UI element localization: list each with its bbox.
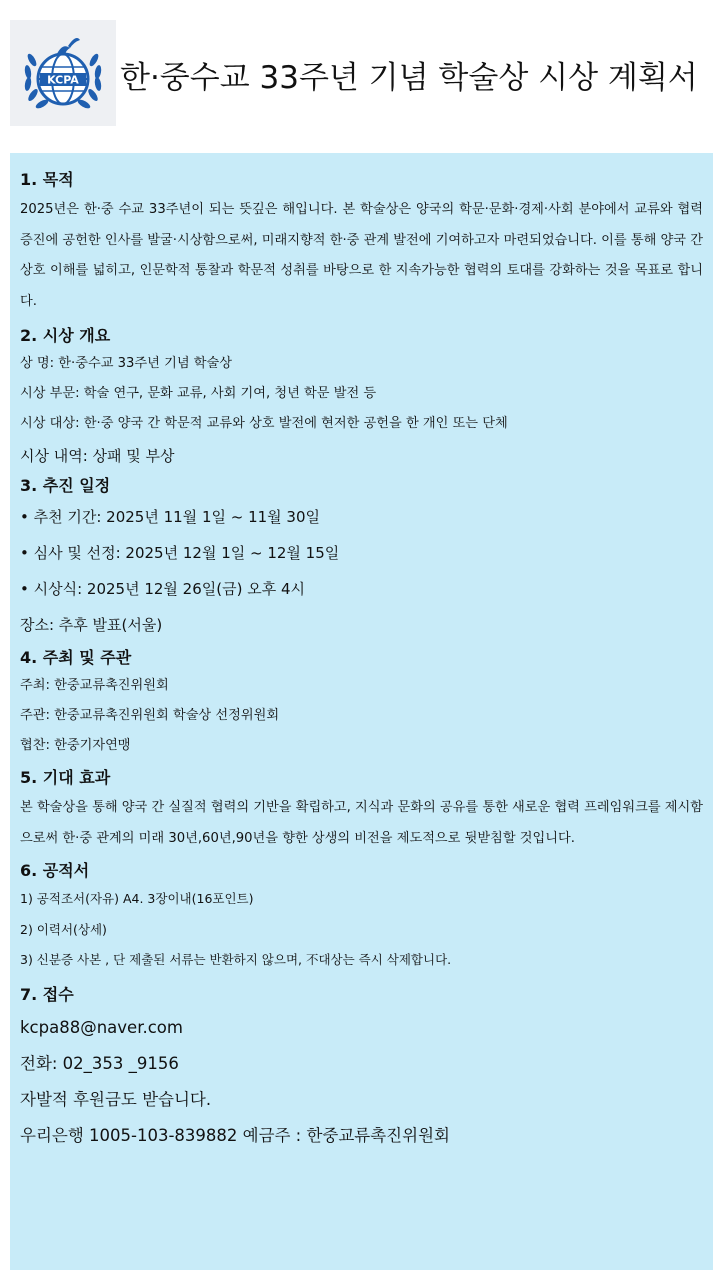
section-heading: 3. 추진 일정 <box>20 476 111 495</box>
award-prize-line: 시상 내역: 상패 및 부상 <box>20 447 175 465</box>
section-heading: 7. 접수 <box>20 984 74 1004</box>
donation-line: 자발적 후원금도 받습니다. <box>20 1089 212 1109</box>
schedule-item: • 추천 기간: 2025년 11월 1일 ~ 11월 30일 <box>20 508 321 526</box>
section-body: 본 학술상을 통해 양국 간 실질적 협력의 기반을 확립하고, 지식과 문화의 공유를 통한 새로운 협력 프레임워크를 제시함으로써 한·중 관계의 미래 30년,60년,90년을 향한 상생의 비전을 제도적으로 뒷받침할 것입니다. <box>20 800 703 846</box>
section-organizers <box>20 647 703 761</box>
organizer-line: 주관: 한중교류촉진위원회 학술상 선정위원회 <box>20 708 280 723</box>
globe-laurel-icon <box>10 20 116 126</box>
section-submission <box>20 984 703 1154</box>
document-item: 3) 신분증 사본 , 단 제출된 서류는 반환하지 않으며, 不대상는 즉시 삭제합니다. <box>20 952 452 967</box>
section-heading: 6. 공적서 <box>20 861 90 880</box>
content-panel <box>10 153 713 1270</box>
schedule-item: • 시상식: 2025년 12월 26일(금) 오후 4시 <box>20 580 306 598</box>
section-heading: 4. 주최 및 주관 <box>20 648 132 667</box>
document-header <box>0 0 720 140</box>
page-title: 한·중수교 33주년 기념 학술상 시상 계획서 <box>120 60 698 96</box>
section-heading: 1. 목적 <box>20 170 74 189</box>
phone-line: 전화: 02_353 _9156 <box>20 1053 179 1073</box>
section-heading: 2. 시상 개요 <box>20 326 111 345</box>
section-overview <box>20 325 703 473</box>
section-effects <box>20 767 703 854</box>
award-category-line: 시상 부문: 학술 연구, 문화 교류, 사회 기여, 청년 학문 발전 등 <box>20 386 377 401</box>
sponsor-line: 협찬: 한중기자연맹 <box>20 738 131 753</box>
email-link[interactable]: kcpa88@naver.com <box>20 1017 183 1037</box>
kcpa-logo <box>10 20 116 126</box>
schedule-item: • 심사 및 선정: 2025년 12월 1일 ~ 12월 15일 <box>20 544 340 562</box>
section-documents <box>20 860 703 976</box>
svg-text:KCPA: KCPA <box>47 73 79 87</box>
venue-line: 장소: 추후 발표(서울) <box>20 616 163 634</box>
section-purpose <box>20 169 703 317</box>
section-heading: 5. 기대 효과 <box>20 768 111 787</box>
section-body: 2025년은 한·중 수교 33주년이 되는 뜻깊은 해입니다. 본 학술상은 양국의 학문·문화·경제·사회 분야에서 교류와 협력 증진에 공헌한 인사를 발굴·시상함으로써, 미래지향적 한·중 관계 발전에 기여하고자 마련되었습니다. 이를 통해 양국 간 상호 이해를 넓히고, 인문학적 통찰과 학문적 성취를 바탕으로 한 지속가능한 협력의 토대를 강화하는 것을 목표로 합니다. <box>20 202 703 309</box>
document-item: 1) 공적조서(자유) A4. 3장이내(16포인트) <box>20 891 254 906</box>
document-item: 2) 이력서(상세) <box>20 921 107 937</box>
award-target-line: 시상 대상: 한·중 양국 간 학문적 교류와 상호 발전에 현저한 공헌을 한 개인 또는 단체 <box>20 416 508 431</box>
award-name-line: 상 명: 한·중수교 33주년 기념 학술상 <box>20 356 232 371</box>
bank-account-line: 우리은행 1005-103-839882 예금주 : 한중교류촉진위원회 <box>20 1125 450 1145</box>
host-line: 주최: 한중교류촉진위원회 <box>20 678 169 693</box>
section-schedule <box>20 475 703 643</box>
